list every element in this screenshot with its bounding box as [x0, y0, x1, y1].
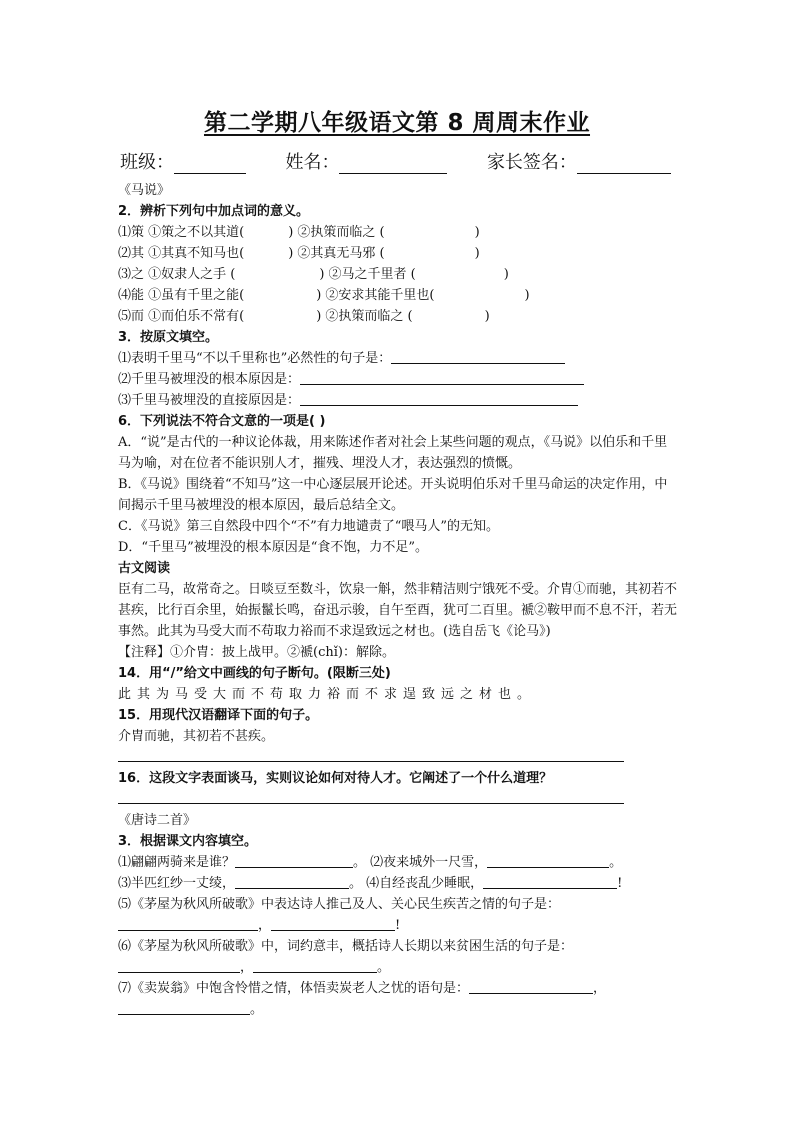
poem-q5-answer: ， ! [118, 915, 678, 936]
answer-blank[interactable] [469, 978, 593, 994]
classical-notes: 【注释】①介胄：披上战甲。②褫(chǐ)：解除。 [118, 645, 395, 660]
q15-sentence: 介胄而驰，其初若不甚疾。 [118, 729, 275, 744]
question-16-title: 16．这段文字表面谈马，实则议论如何对待人才。它阐述了一个什么道理？ [118, 771, 553, 786]
answer-blank[interactable] [271, 915, 395, 931]
question-3-title: 3．按原文填空。 [118, 330, 219, 345]
classical-reading-heading: 古文阅读 [118, 561, 171, 576]
q16-answer-line[interactable] [118, 803, 624, 804]
q2-item-5: ⑸而 ①而伯乐不常有( ) ②执策而临之 ( ) [118, 309, 490, 324]
q2-item-4: ⑷能 ①虽有千里之能( ) ②安求其能千里也( ) [118, 288, 530, 303]
poem-fill-line-2: ⑶半匹红纱一丈绫， 。 ⑷自经丧乱少睡眠， ! [118, 873, 678, 894]
answer-blank[interactable] [118, 915, 258, 931]
question-14-title: 14．用“/”给文中画线的句子断句。(限断三处) [118, 666, 391, 681]
q2-item-2: ⑵其 ①其真不知马也( ) ②其真无马邪 ( ) [118, 246, 480, 261]
answer-blank[interactable] [118, 999, 250, 1015]
page-title: 第二学期八年级语文第 8 周周末作业 [203, 110, 591, 136]
q6-option-d: D．“千里马”被埋没的根本原因是“食不饱，力不足”。 [118, 540, 429, 555]
q6-option-a: A．“说”是古代的一种议论体裁，用来陈述作者对社会上某些问题的观点，《马说》以伯乐和千里马为喻，对在位者不能识别人才，摧残、埋没人才，表达强烈的愤慨。 [118, 435, 668, 471]
answer-blank[interactable] [253, 957, 377, 973]
answer-blank[interactable] [235, 873, 349, 889]
classical-passage: 臣有二马，故常奇之。日啖豆至数斗，饮泉一斛，然非精洁则宁饿死不受。介胄①而驰，其初若不甚疾，比行百余里，始振鬣长鸣，奋迅示骏，自午至酉，犹可二百里。褫②鞍甲而不息不汗，若无事然。此其为马受大而不苟取力裕而不求逞致远之材也。(选自岳飞《论马》) [118, 582, 678, 639]
answer-blank[interactable] [118, 957, 240, 973]
q6-option-c: C．《马说》第三自然段中四个“不”有力地谴责了“喂马人”的无知。 [118, 519, 500, 534]
section-heading-ma-shuo: 《马说》 [118, 183, 171, 198]
section2-question-3-title: 3．根据课文内容填空。 [118, 834, 258, 849]
class-label: 班级： [120, 152, 174, 173]
poem-q7-prompt: ⑺《卖炭翁》中饱含怜惜之情，体悟卖炭老人之忧的语句是： ， [118, 978, 678, 999]
answer-blank[interactable] [300, 369, 584, 385]
q2-item-1: ⑴策 ①策之不以其道( ) ②执策而临之 ( ) [118, 225, 480, 240]
answer-blank[interactable] [300, 390, 578, 406]
answer-blank[interactable] [483, 873, 617, 889]
q3-item-3: ⑶千里马被埋没的直接原因是： [118, 390, 678, 411]
poem-fill-line-1: ⑴翩翩两骑来是谁？ 。 ⑵夜来城外一尺雪， 。 [118, 852, 678, 873]
parent-signature-blank[interactable] [577, 155, 671, 174]
poem-q6-prompt: ⑹《茅屋为秋风所破歌》中，词约意丰，概括诗人长期以来贫困生活的句子是： [118, 939, 574, 954]
q6-option-b: B．《马说》围绕着“不知马”这一中心逐层展开论述。开头说明伯乐对千里马命运的决定作用，中间揭示千里马被埋没的根本原因，最后总结全文。 [118, 477, 668, 513]
poem-q7-answer: 。 [118, 999, 678, 1020]
worksheet-content [118, 180, 678, 1020]
question-2-title: 2．辨析下列句中加点词的意义。 [118, 204, 310, 219]
parent-signature-label: 家长签名： [486, 152, 577, 173]
q14-sentence: 此其为马受大而不苟取力裕而不求逞致远之材也。 [118, 687, 537, 702]
question-15-title: 15．用现代汉语翻译下面的句子。 [118, 708, 319, 723]
question-6-title: 6．下列说法不符合文意的一项是( ) [118, 414, 326, 429]
poem-q5-prompt: ⑸《茅屋为秋风所破歌》中表达诗人推己及人、关心民生疾苦之情的句子是： [118, 897, 561, 912]
q3-item-2: ⑵千里马被埋没的根本原因是： [118, 369, 678, 390]
answer-blank[interactable] [235, 852, 353, 868]
section-heading-tang-poems: 《唐诗二首》 [118, 813, 197, 828]
q15-answer-line[interactable] [118, 761, 624, 762]
poem-q6-answer: ， 。 [118, 957, 678, 978]
student-info-row [120, 148, 671, 174]
name-label: 姓名： [285, 152, 340, 173]
q2-item-3: ⑶之 ①奴隶人之手 ( ) ②马之千里者 ( ) [118, 267, 509, 282]
answer-blank[interactable] [487, 852, 609, 868]
answer-blank[interactable] [391, 348, 565, 364]
q3-item-1: ⑴表明千里马“不以千里称也”必然性的句子是： [118, 348, 678, 369]
name-blank[interactable] [339, 155, 447, 174]
class-blank[interactable] [174, 155, 246, 174]
